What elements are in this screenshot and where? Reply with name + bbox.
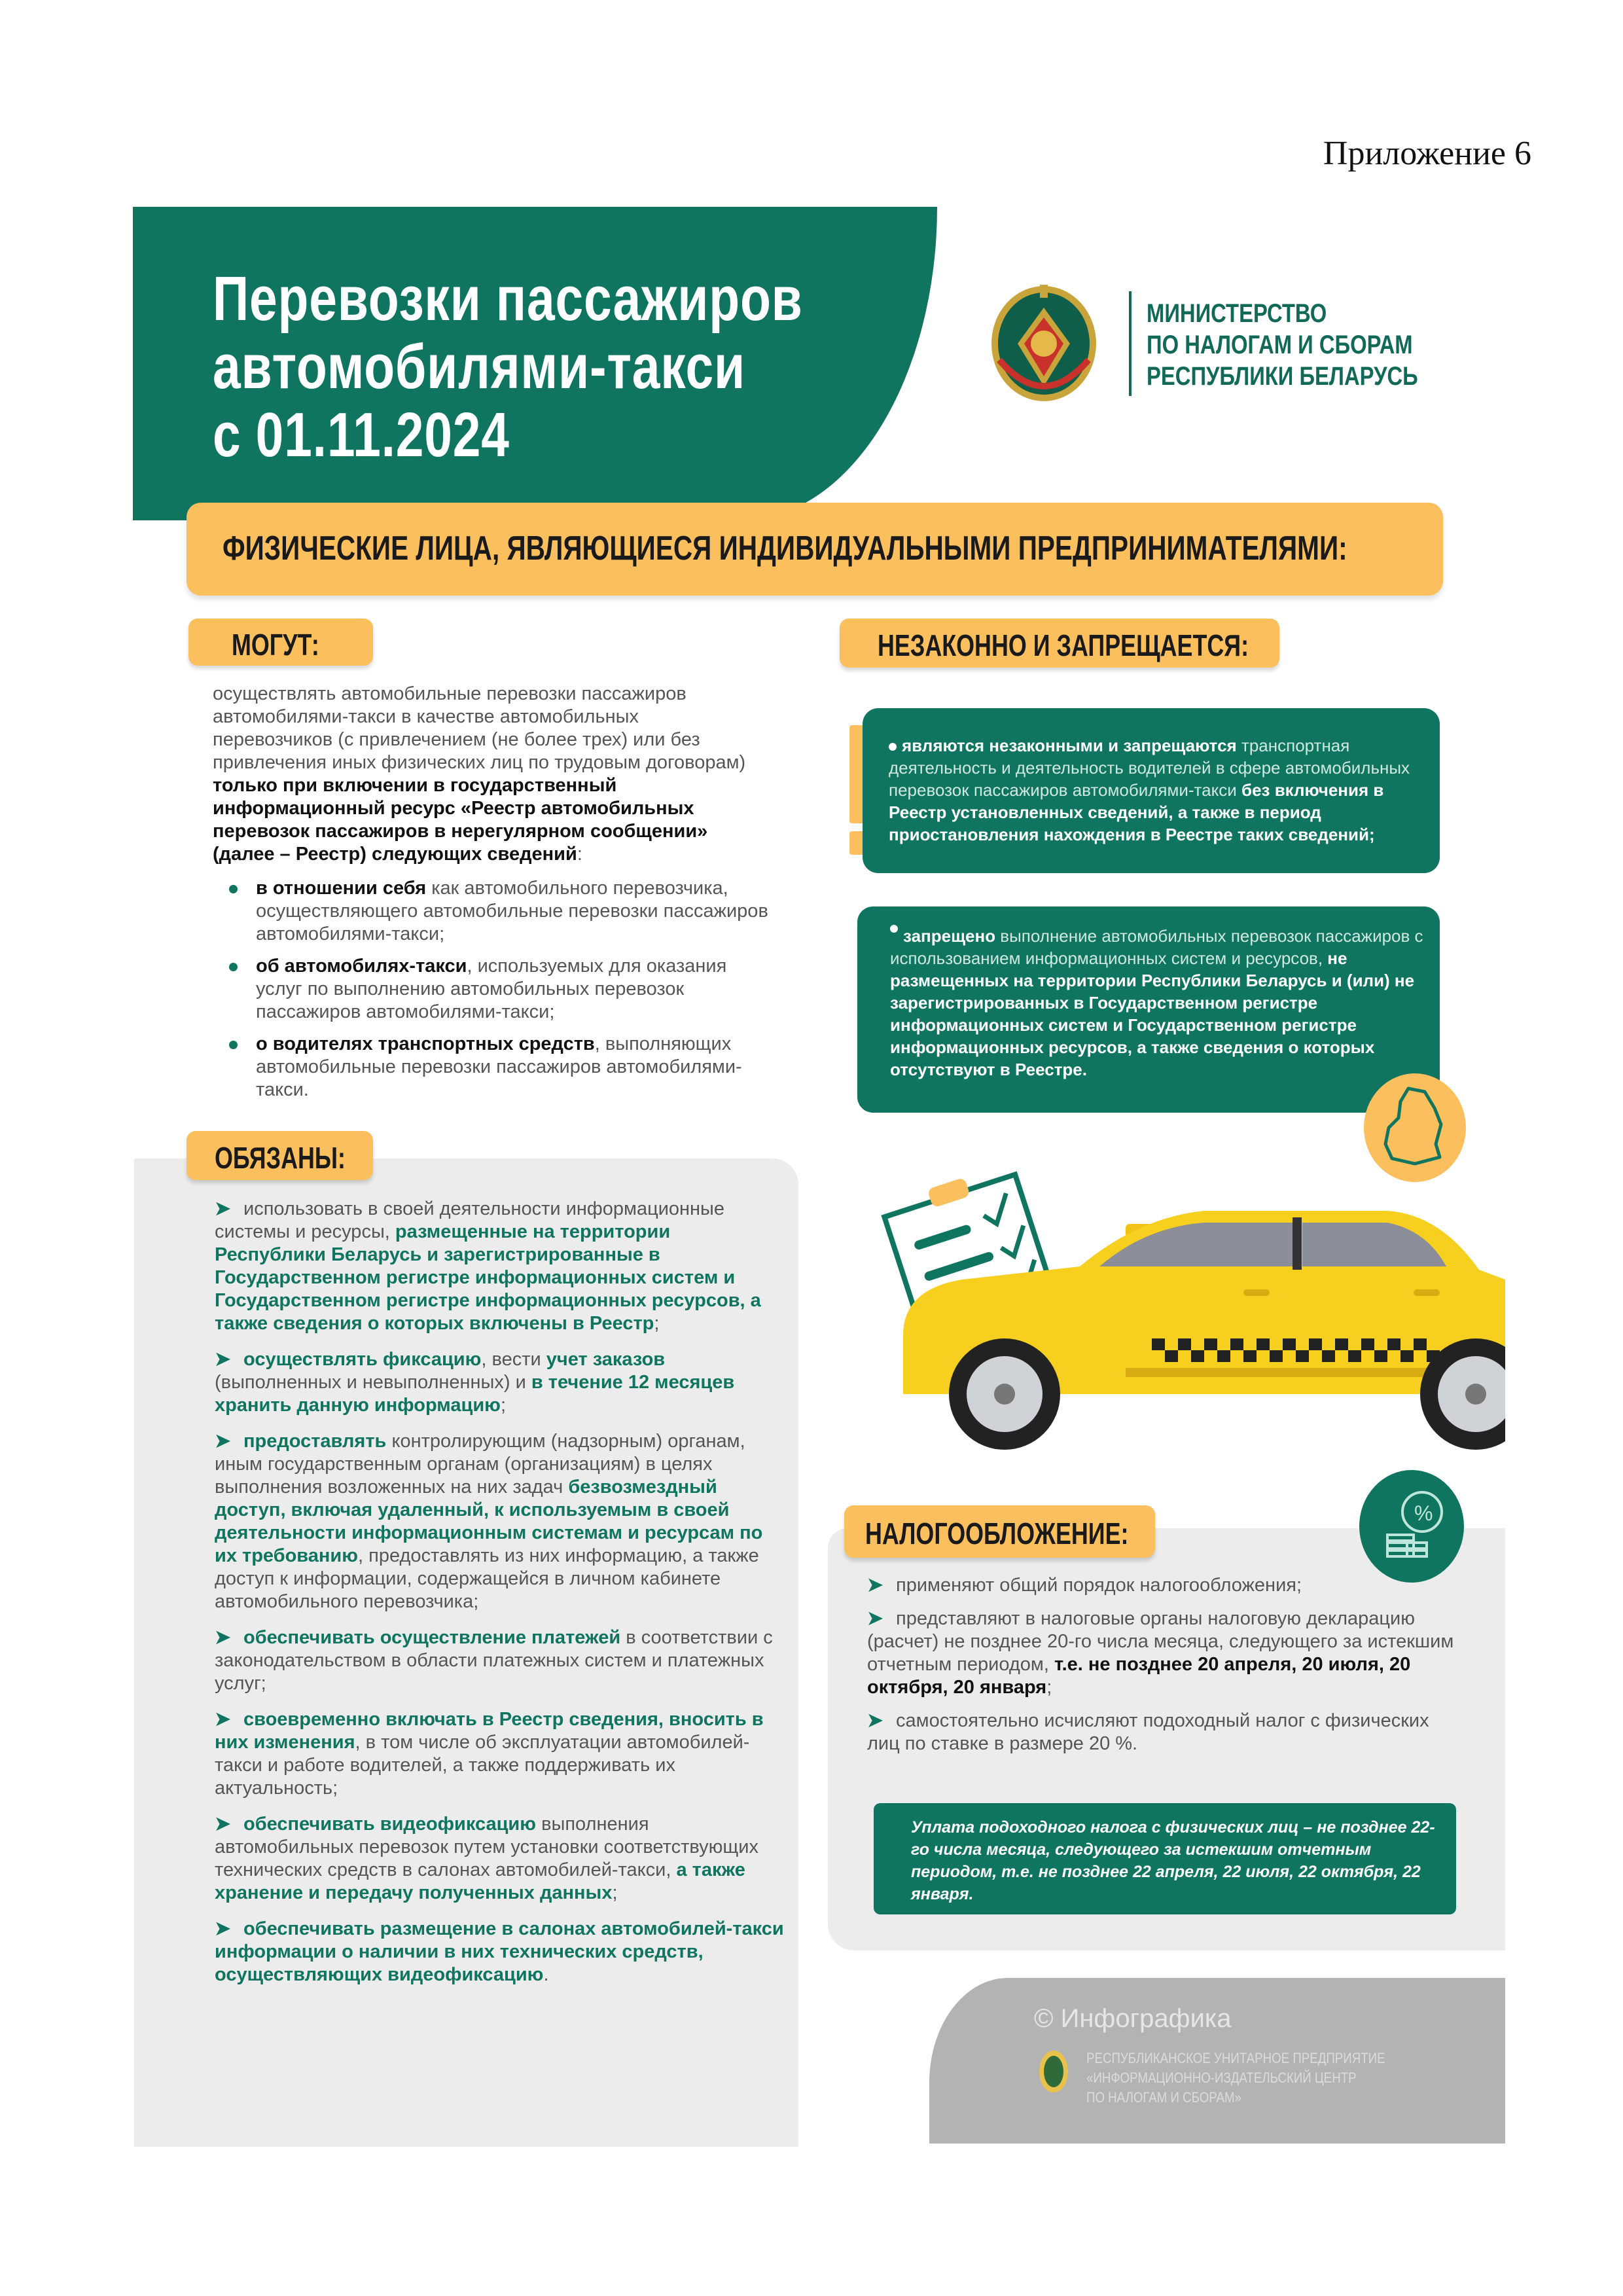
obliged-item-highlight: размещенные на территории Республики Беларусь и зарегистрированные в Государственном регистре информационных систем и Государственном регистре информационных ресурсов, а также сведения о которых включены в Реестр — [215, 1221, 761, 1334]
tax-list — [867, 1574, 1456, 1755]
arrow-bullet-icon: ➤ — [215, 1431, 231, 1452]
obliged-item — [215, 1198, 784, 1335]
checker-square — [1152, 1338, 1165, 1350]
bullet-dot-icon — [889, 743, 897, 751]
obliged-item-highlight: своевременно включать в Реестр сведения, вносить в них изменения — [215, 1709, 764, 1753]
footer-org — [1086, 2049, 1385, 2108]
tax-item-text: самостоятельно исчисляют подоходный налог с физических лиц по ставке в размере 20 %. — [867, 1710, 1429, 1754]
obliged-item-text: ; — [654, 1313, 660, 1334]
prohibited-label — [840, 619, 1279, 668]
footer-org-line: ПО НАЛОГАМ И СБОРАМ» — [1086, 2089, 1241, 2106]
footer-org-line: «ИНФОРМАЦИОННО-ИЗДАТЕЛЬСКИЙ ЦЕНТР — [1086, 2070, 1357, 2086]
tax-label-text: НАЛОГООБЛОЖЕНИЕ: — [865, 1516, 1129, 1551]
taxi-illustration — [864, 1139, 1505, 1466]
prohibited-bold: запрещено — [903, 926, 996, 946]
obliged-item-text: . — [543, 1964, 549, 1985]
obliged-item-text: ; — [500, 1395, 506, 1416]
obliged-item — [215, 1708, 784, 1800]
arrow-bullet-icon: ➤ — [867, 1608, 883, 1629]
checker-square — [1217, 1350, 1230, 1362]
title-line: с 01.11.2024 — [213, 400, 510, 470]
title-line: автомобилями-такси — [213, 332, 746, 402]
checker-square — [1309, 1338, 1322, 1350]
obliged-item-highlight: осуществлять фиксацию — [243, 1349, 482, 1370]
prohibited-label-text: НЕЗАКОННО И ЗАПРЕЩАЕТСЯ: — [878, 628, 1249, 662]
percent-coins-icon — [1358, 1469, 1466, 1584]
can-label-text: МОГУТ: — [232, 628, 319, 662]
title-line: Перевозки пассажиров — [213, 264, 803, 334]
tax-note: Уплата подоходного налога с физических лиц – не позднее 22-го числа месяца, следующего за истекшим отчетным периодом, т.е. не позднее 22 апреля, 22 июля, 22 октября, 22 января. — [911, 1818, 1435, 1903]
can-intro — [213, 683, 762, 866]
obliged-item-text: , вести — [481, 1349, 546, 1370]
bullet-dot-icon — [229, 885, 238, 893]
ministry-name — [1147, 298, 1418, 392]
obliged-label-text: ОБЯЗАНЫ: — [215, 1141, 346, 1175]
can-intro-plain: осуществлять автомобильные перевозки пассажиров автомобилями-такси в качестве автомобильных перевозчиков (с привлечением (не более трех) или без привлечения иных физических лиц по трудовым договорам) — [213, 683, 746, 773]
can-item-text: , используемых для оказания услуг по выполнению автомобильных перевозок пассажиров автомобилями-такси; — [256, 956, 727, 1022]
obliged-item-highlight: а также хранение и передачу полученных данных — [215, 1859, 745, 1903]
obliged-item — [215, 1430, 784, 1613]
obliged-list — [215, 1198, 784, 2000]
ministry-line: МИНИСТЕРСТВО — [1147, 299, 1327, 328]
obliged-item — [215, 1348, 784, 1417]
prohibited-box-2 — [857, 906, 1440, 1113]
obliged-item — [215, 1626, 784, 1695]
checker-square — [1178, 1338, 1191, 1350]
arrow-bullet-icon: ➤ — [867, 1575, 883, 1596]
obliged-item-text: использовать в своей деятельности информационные системы и ресурсы, — [215, 1198, 725, 1242]
tax-item-end: ; — [1046, 1677, 1052, 1698]
checker-square — [1335, 1338, 1348, 1350]
obliged-item-highlight: обеспечивать размещение в салонах автомобилей-такси информации о наличии в них технических средств, осуществляющих видеофиксацию — [215, 1918, 784, 1985]
can-item — [226, 877, 769, 946]
obliged-item-highlight: обеспечивать осуществление платежей — [243, 1627, 621, 1648]
arrow-bullet-icon: ➤ — [215, 1349, 231, 1370]
can-item — [226, 955, 769, 1024]
tax-item-bold: т.е. не позднее 20 апреля, 20 июля, 20 октября, 20 января — [867, 1654, 1411, 1698]
obliged-item — [215, 1918, 784, 1986]
checker-square — [1374, 1350, 1387, 1362]
checker-square — [1230, 1338, 1243, 1350]
tax-label — [844, 1505, 1155, 1558]
obliged-item-highlight: безвозмездный доступ, включая удаленный, к используемым в своей деятельности информационным системам и ресурсам по их требованию — [215, 1477, 763, 1566]
obliged-item-text: выполнения автомобильных перевозок путем установки соответствующих технических средств в салонах автомобилей-такси, — [215, 1814, 758, 1880]
prohibited-box-2-text — [890, 925, 1427, 1081]
checker-square — [1361, 1338, 1374, 1350]
arrow-bullet-icon: ➤ — [215, 1814, 231, 1835]
obliged-label — [187, 1131, 373, 1180]
can-item — [226, 1033, 769, 1102]
audience-banner-text: ФИЗИЧЕСКИЕ ЛИЦА, ЯВЛЯЮЩИЕСЯ ИНДИВИДУАЛЬНЫМИ ПРЕДПРИНИМАТЕЛЯМИ: — [223, 529, 1347, 567]
can-item-bold: в отношении себя — [256, 878, 427, 899]
tax-item — [867, 1607, 1456, 1699]
prohibited-box-1 — [863, 708, 1440, 873]
tax-item-text: представляют в налоговые органы налоговую декларацию (расчет) не позднее 20-го числа месяца, следующего за истекшим отчетным периодом, — [867, 1608, 1454, 1675]
svg-text:%: % — [1414, 1501, 1433, 1525]
checker-square — [1322, 1350, 1335, 1362]
footer-title: © Инфографика — [1034, 2004, 1232, 2033]
prohibited-box-1-text — [889, 734, 1425, 846]
checker-square — [1243, 1350, 1257, 1362]
checker-square — [1270, 1350, 1283, 1362]
arrow-bullet-icon: ➤ — [215, 1918, 231, 1939]
checker-square — [1400, 1350, 1414, 1362]
footer-org-line: РЕСПУБЛИКАНСКОЕ УНИТАРНОЕ ПРЕДПРИЯТИЕ — [1086, 2050, 1385, 2066]
can-item-bold: об автомобилях-такси — [256, 956, 467, 977]
page-title — [213, 265, 803, 469]
publisher-emblem-icon — [1037, 2049, 1070, 2094]
checker-stripe — [1152, 1338, 1440, 1362]
bullet-dot-icon — [890, 925, 898, 933]
obliged-item-highlight: в течение 12 месяцев хранить данную информацию — [215, 1372, 735, 1416]
tax-item-text: применяют общий порядок налогообложения; — [896, 1575, 1302, 1596]
checker-square — [1257, 1338, 1270, 1350]
checker-square — [1414, 1338, 1427, 1350]
obliged-item-text: , в том числе об эксплуатации автомобилей-такси и работе водителей, а также поддерживать их актуальность; — [215, 1732, 750, 1799]
obliged-item-text: ; — [612, 1882, 618, 1903]
obliged-item-text: в соответствии с законодательством в области платежных систем и платежных услуг; — [215, 1627, 773, 1694]
checker-square — [1191, 1350, 1204, 1362]
checker-square — [1296, 1350, 1309, 1362]
obliged-item-text: (выполненных и невыполненных) и — [215, 1372, 531, 1393]
checker-square — [1348, 1350, 1361, 1362]
can-list — [226, 877, 769, 1102]
can-intro-bold: только при включении в государственный информационный ресурс «Реестр автомобильных перевозок пассажиров в нерегулярном сообщении» (далее – Реестр) следующих сведений — [213, 775, 708, 865]
obliged-item — [215, 1813, 784, 1905]
ministry-line: РЕСПУБЛИКИ БЕЛАРУСЬ — [1147, 362, 1418, 391]
checker-square — [1204, 1338, 1217, 1350]
prohibited-bold: являются незаконными и запрещаются — [902, 736, 1237, 755]
tax-note-box — [874, 1803, 1456, 1914]
arrow-bullet-icon: ➤ — [215, 1709, 231, 1730]
can-item-text: , выполняющих автомобильные перевозки пассажиров автомобилями-такси. — [256, 1033, 742, 1100]
appendix-label: Приложение 6 — [1323, 135, 1531, 172]
obliged-item-highlight: обеспечивать видеофиксацию — [243, 1814, 537, 1835]
checker-square — [1283, 1338, 1296, 1350]
tax-item — [867, 1574, 1456, 1597]
can-item-text: как автомобильного перевозчика, осуществляющего автомобильные перевозки пассажиров автомобилями-такси; — [256, 878, 768, 944]
arrow-bullet-icon: ➤ — [215, 1198, 231, 1219]
can-label — [188, 619, 373, 666]
checker-square — [1165, 1350, 1178, 1362]
can-item-bold: о водителях транспортных средств — [256, 1033, 595, 1054]
bullet-dot-icon — [229, 1041, 238, 1049]
prohibited-plain: транспортная деятельность и деятельность водителей в сфере автомобильных перевозок пассажиров автомобилями-такси — [889, 736, 1410, 800]
obliged-item-text: , предоставлять из них информацию, а также доступ к информации, содержащейся в личном кабинете автомобильного перевозчика; — [215, 1545, 759, 1612]
arrow-bullet-icon: ➤ — [215, 1627, 231, 1648]
ministry-emblem-icon — [985, 281, 1103, 403]
logo-divider — [1129, 291, 1132, 396]
prohibited-bold: не размещенных на территории Республики Беларусь и (или) не зарегистрированных в Государственном регистре информационных систем и Государственном регистре информационных ресурсов, а также сведения о которых отсутствуют в Реестре. — [890, 948, 1415, 1079]
tax-item — [867, 1710, 1456, 1755]
obliged-item-highlight: учет заказов — [546, 1349, 666, 1370]
bullet-dot-icon — [229, 963, 238, 971]
ministry-line: ПО НАЛОГАМ И СБОРАМ — [1147, 331, 1413, 359]
can-intro-end: : — [577, 844, 582, 865]
checker-square — [1387, 1338, 1400, 1350]
arrow-bullet-icon: ➤ — [867, 1710, 883, 1731]
prohibited-plain: выполнение автомобильных перевозок пассажиров с использованием информационных систем и ресурсов, — [890, 926, 1423, 968]
prohibited-bold: без включения в Реестр установленных сведений, а также в период приостановления нахождения в Реестре таких сведений; — [889, 780, 1384, 844]
obliged-item-text: контролирующим (надзорным) органам, иным государственным органам (организациям) в целях выполнения возложенных на них задач — [215, 1431, 745, 1498]
obliged-item-highlight: предоставлять — [243, 1431, 387, 1452]
